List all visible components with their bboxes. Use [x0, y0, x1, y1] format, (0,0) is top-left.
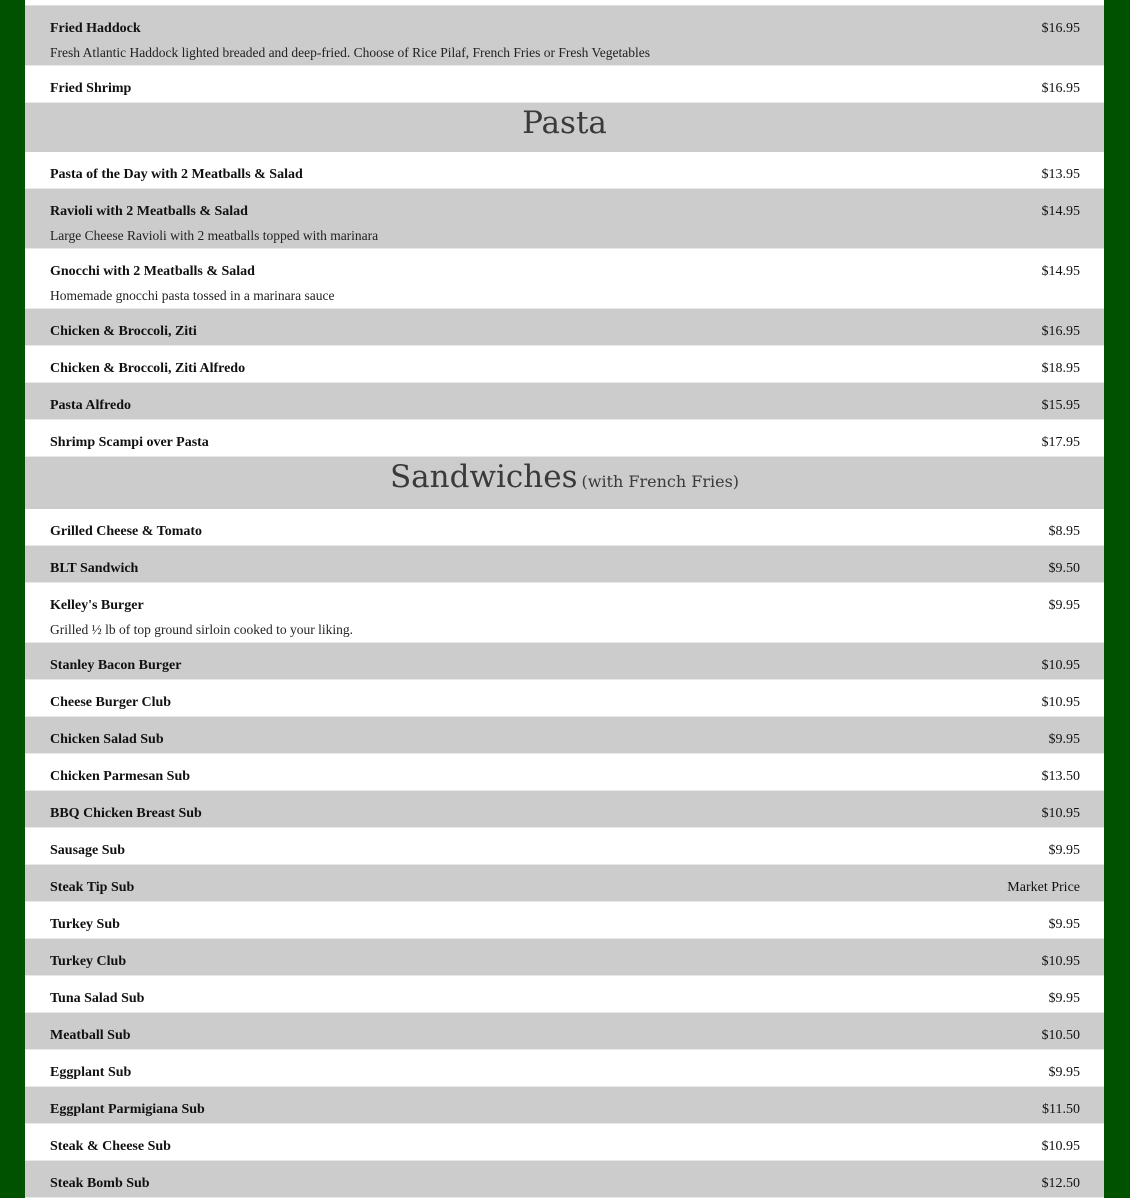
- section-subtitle: (with French Fries): [581, 472, 740, 491]
- menu-item: [25, 546, 1104, 583]
- item-price: $10.95: [1041, 806, 1080, 821]
- menu-item: [25, 717, 1104, 754]
- item-name: Turkey Club: [50, 954, 127, 969]
- item-price: $13.50: [1041, 769, 1080, 784]
- item-name: Pasta Alfredo: [50, 398, 132, 413]
- menu-item: [25, 865, 1104, 902]
- item-price: $8.95: [1048, 524, 1080, 539]
- item-name: Chicken Salad Sub: [50, 732, 164, 747]
- menu-item: [25, 309, 1104, 346]
- item-price: $9.95: [1048, 598, 1080, 613]
- item-price: $10.50: [1041, 1028, 1080, 1043]
- item-name: Chicken & Broccoli, Ziti Alfredo: [50, 361, 246, 376]
- item-name: Steak & Cheese Sub: [50, 1139, 171, 1154]
- menu-item: [25, 976, 1104, 1013]
- menu-item: [25, 152, 1104, 189]
- menu-item: [25, 828, 1104, 865]
- menu-item: [25, 754, 1104, 791]
- item-price: $16.95: [1041, 324, 1080, 339]
- item-name: Gnocchi with 2 Meatballs & Salad: [50, 264, 255, 279]
- menu-item: [25, 1124, 1104, 1161]
- item-name: Shrimp Scampi over Pasta: [50, 435, 209, 450]
- menu-item: [25, 1050, 1104, 1087]
- item-price: $14.95: [1041, 204, 1080, 219]
- menu-item: [25, 249, 1104, 309]
- item-name: Grilled Cheese & Tomato: [50, 524, 203, 539]
- item-price: $10.95: [1041, 1139, 1080, 1154]
- item-name: BBQ Chicken Breast Sub: [50, 806, 202, 821]
- item-name: Stanley Bacon Burger: [50, 658, 182, 673]
- item-price: $18.95: [1041, 361, 1080, 376]
- item-name: Chicken Parmesan Sub: [50, 769, 191, 784]
- item-price: $9.95: [1048, 991, 1080, 1006]
- section-title: Sandwiches: [389, 459, 578, 495]
- menu-item: [25, 509, 1104, 546]
- item-name: Turkey Sub: [50, 917, 120, 932]
- item-name: Kelley's Burger: [50, 598, 144, 613]
- menu-item: [25, 66, 1104, 103]
- item-description: Large Cheese Ravioli with 2 meatballs topped with marinara: [50, 228, 379, 243]
- item-name: Chicken & Broccoli, Ziti: [50, 324, 197, 339]
- menu-item: [25, 902, 1104, 939]
- menu-item: [25, 643, 1104, 680]
- menu-item: [25, 383, 1104, 420]
- item-price: $10.95: [1041, 954, 1080, 969]
- item-name: Steak Tip Sub: [50, 880, 135, 895]
- item-price: $9.95: [1048, 1065, 1080, 1080]
- menu-item: [25, 6, 1104, 66]
- item-price: $12.50: [1041, 1176, 1080, 1191]
- item-description: Homemade gnocchi pasta tossed in a marinara sauce: [50, 288, 335, 303]
- menu-item: [25, 791, 1104, 828]
- item-price: $16.95: [1041, 21, 1080, 36]
- section-title: Pasta: [522, 105, 607, 141]
- item-name: Pasta of the Day with 2 Meatballs & Salad: [50, 167, 303, 182]
- section-header-pasta: [25, 103, 1104, 152]
- menu-item: [25, 680, 1104, 717]
- item-price: $16.95: [1041, 81, 1080, 96]
- item-name: Steak Bomb Sub: [50, 1176, 150, 1191]
- menu-item: [25, 583, 1104, 643]
- item-price: Market Price: [1007, 880, 1080, 895]
- item-price: $9.95: [1048, 917, 1080, 932]
- item-price: $10.95: [1041, 695, 1080, 710]
- item-price: $9.95: [1048, 732, 1080, 747]
- item-description: Fresh Atlantic Haddock lighted breaded and deep-fried. Choose of Rice Pilaf, French Fries or Fresh Vegetables: [50, 45, 650, 60]
- item-name: Cheese Burger Club: [50, 695, 172, 710]
- item-name: Tuna Salad Sub: [50, 991, 145, 1006]
- item-name: BLT Sandwich: [50, 561, 139, 576]
- item-description: Grilled ½ lb of top ground sirloin cooked to your liking.: [50, 622, 353, 637]
- menu-item: [25, 939, 1104, 976]
- section-header-sandwiches: [25, 457, 1104, 509]
- item-name: Fried Shrimp: [50, 81, 132, 96]
- item-price: $15.95: [1041, 398, 1080, 413]
- menu-item: [25, 346, 1104, 383]
- item-price: $10.95: [1041, 658, 1080, 673]
- item-price: $9.50: [1048, 561, 1080, 576]
- menu-item: [25, 1087, 1104, 1124]
- menu-item: [25, 420, 1104, 457]
- item-name: Eggplant Sub: [50, 1065, 132, 1080]
- item-name: Meatball Sub: [50, 1028, 131, 1043]
- menu-item: [25, 1013, 1104, 1050]
- item-name: Eggplant Parmigiana Sub: [50, 1102, 205, 1117]
- menu-item: [25, 189, 1104, 249]
- item-name: Fried Haddock: [50, 21, 141, 36]
- item-name: Sausage Sub: [50, 843, 126, 858]
- menu-item: [25, 1161, 1104, 1198]
- item-price: $9.95: [1048, 843, 1080, 858]
- item-name: Ravioli with 2 Meatballs & Salad: [50, 204, 248, 219]
- item-price: $11.50: [1042, 1102, 1080, 1117]
- item-price: $13.95: [1041, 167, 1080, 182]
- item-price: $17.95: [1041, 435, 1080, 450]
- menu-page: [25, 0, 1104, 1191]
- item-price: $14.95: [1041, 264, 1080, 279]
